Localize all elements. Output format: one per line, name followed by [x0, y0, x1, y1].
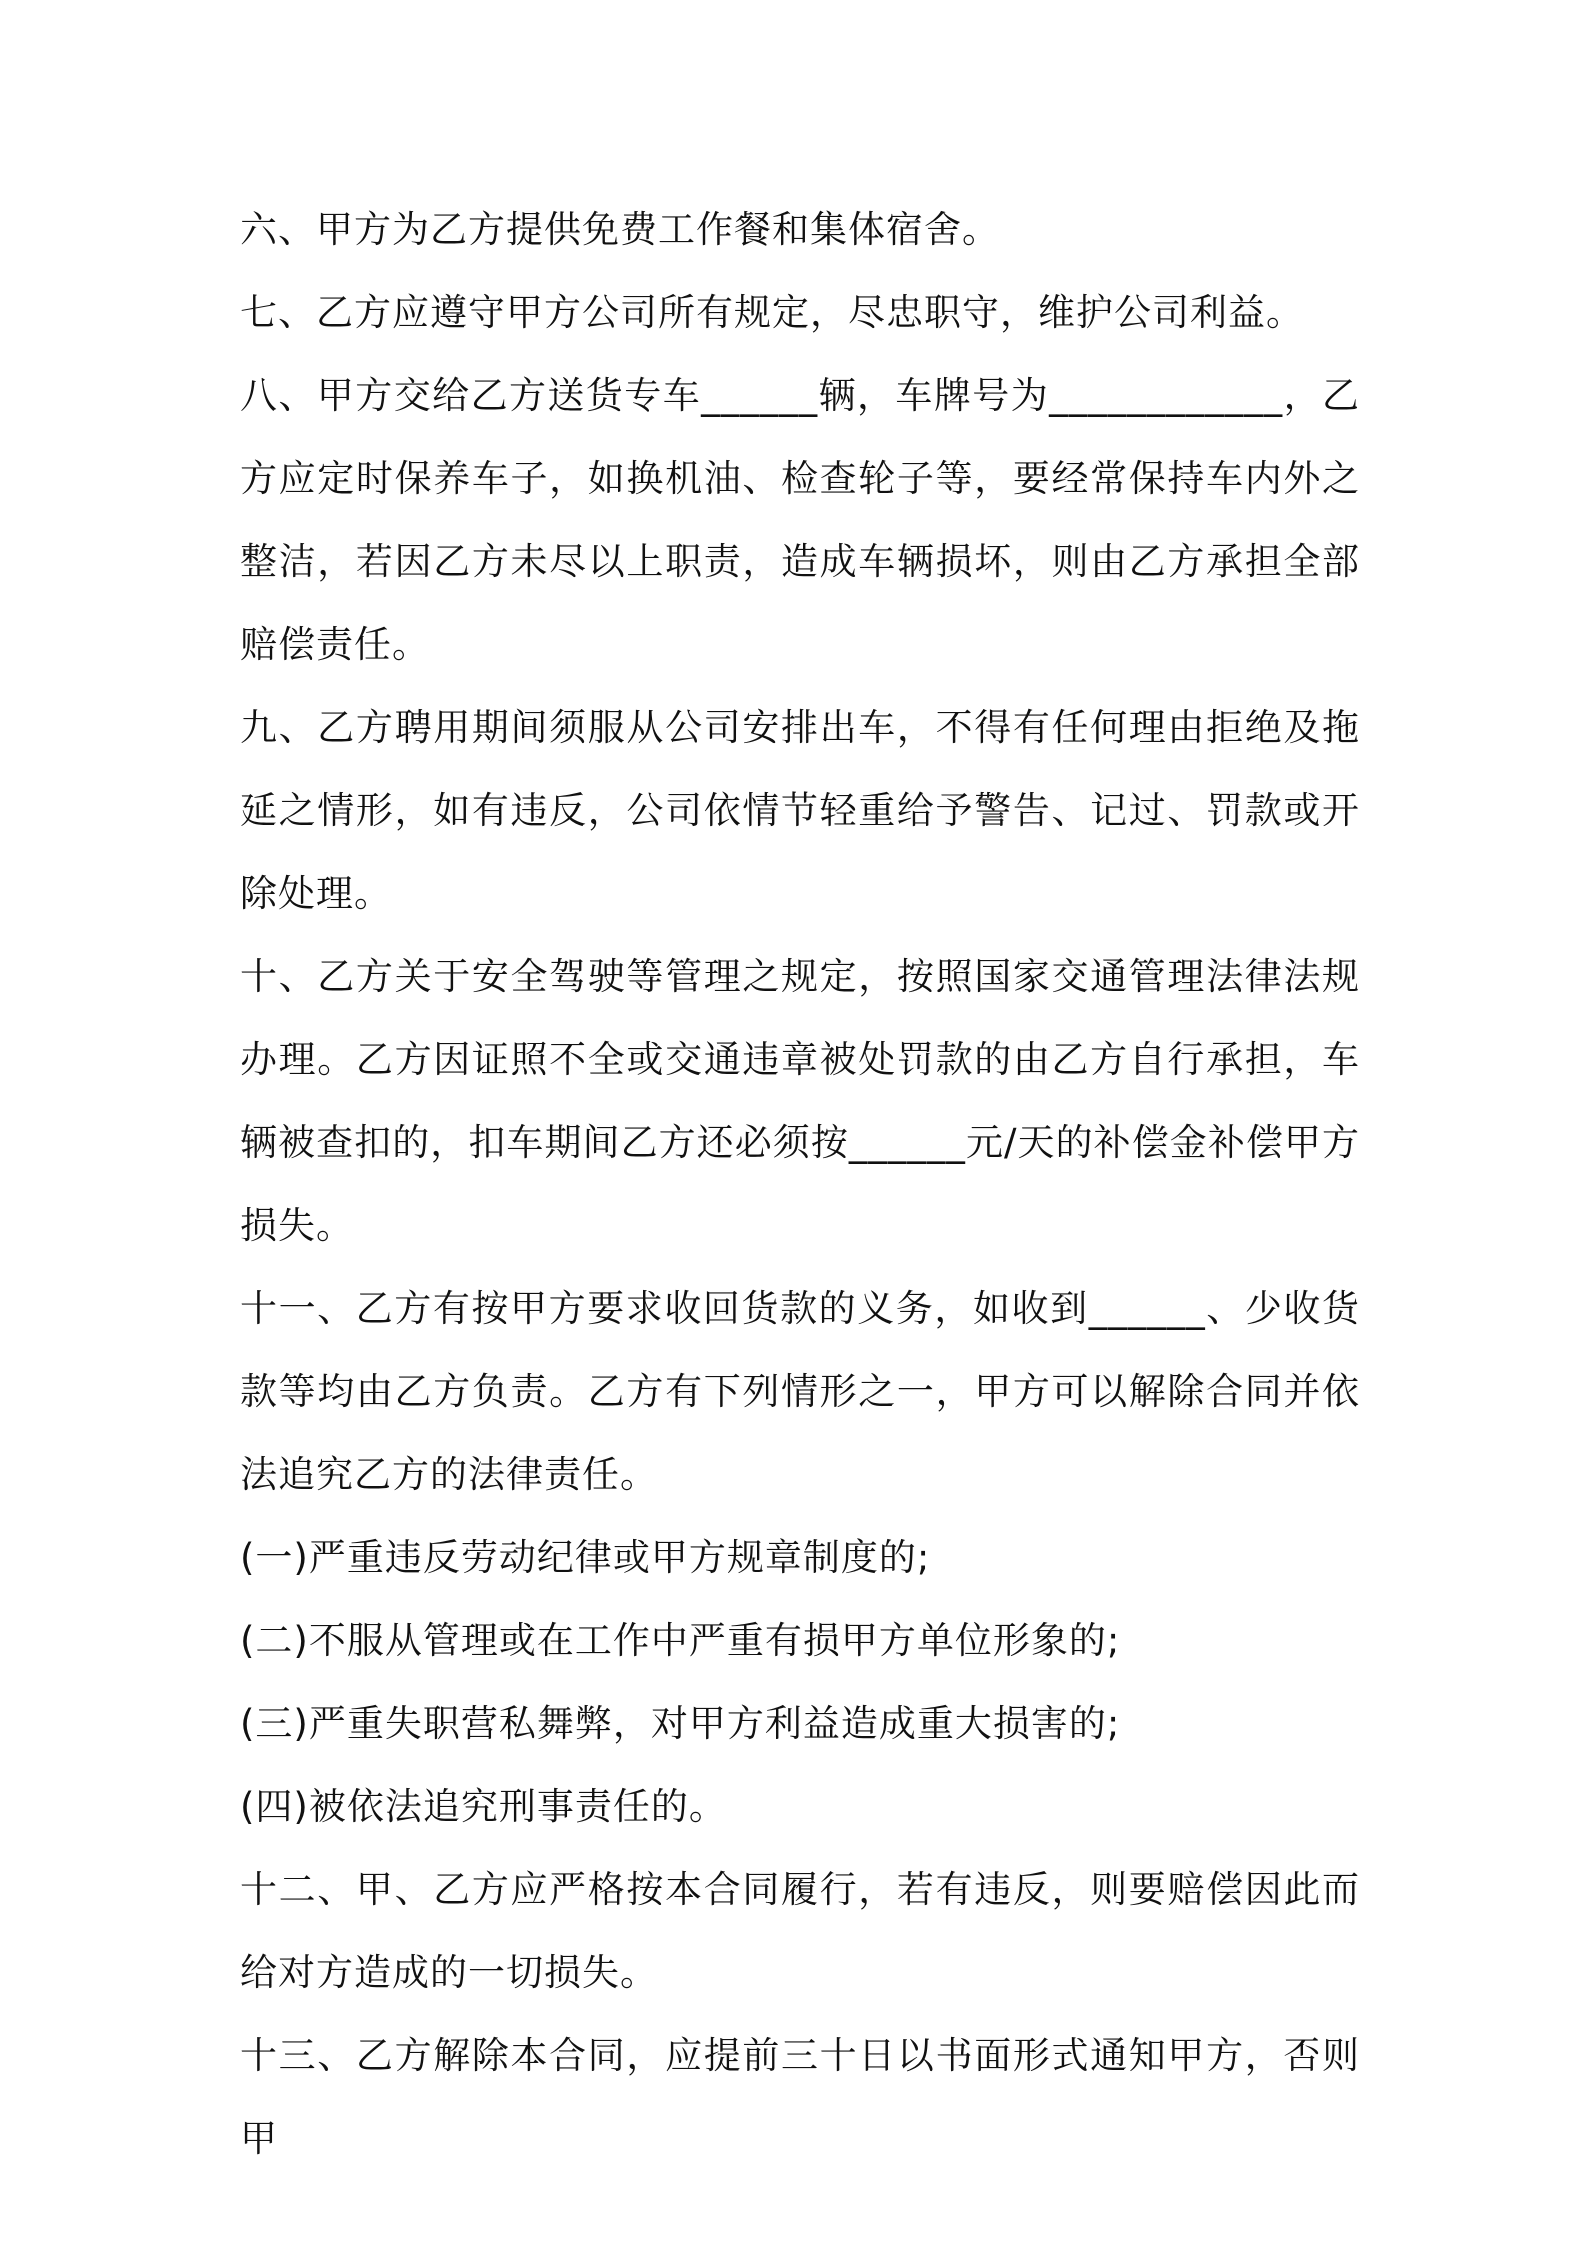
clause-13: 十三、乙方解除本合同，应提前三十日以书面形式通知甲方，否则甲 [240, 2034, 1360, 2160]
clause-6: 六、甲方为乙方提供免费工作餐和集体宿舍。 [240, 208, 1000, 251]
clause-10: 十、乙方关于安全驾驶等管理之规定，按照国家交通管理法律法规办理。乙方因证照不全或交通违章被处罚款的由乙方自行承担，车辆被查扣的，扣车期间乙方还必须按______元/天的补偿金补偿甲方损失。 [240, 955, 1360, 1247]
clause-11-item-4: (四)被依法追究刑事责任的。 [240, 1785, 727, 1828]
clause-7: 七、乙方应遵守甲方公司所有规定，尽忠职守，维护公司利益。 [240, 291, 1304, 334]
clause-8: 八、甲方交给乙方送货专车______辆，车牌号为____________，乙方应定时保养车子，如换机油、检查轮子等，要经常保持车内外之整洁，若因乙方未尽以上职责，造成车辆损坏，则由乙方承担全部赔偿责任。 [240, 374, 1360, 666]
clause-11: 十一、乙方有按甲方要求收回货款的义务，如收到______、少收货款等均由乙方负责。乙方有下列情形之一，甲方可以解除合同并依法追究乙方的法律责任。 [240, 1287, 1360, 1496]
clause-11-item-2: (二)不服从管理或在工作中严重有损甲方单位形象的; [240, 1619, 1121, 1662]
clause-12: 十二、甲、乙方应严格按本合同履行，若有违反，则要赔偿因此而给对方造成的一切损失。 [240, 1868, 1360, 1994]
contract-body [240, 188, 1360, 2180]
clause-11-item-1: (一)严重违反劳动纪律或甲方规章制度的; [240, 1536, 931, 1579]
clause-9: 九、乙方聘用期间须服从公司安排出车，不得有任何理由拒绝及拖延之情形，如有违反，公司依情节轻重给予警告、记过、罚款或开除处理。 [240, 706, 1360, 915]
clause-11-item-3: (三)严重失职营私舞弊，对甲方利益造成重大损害的; [240, 1702, 1121, 1745]
